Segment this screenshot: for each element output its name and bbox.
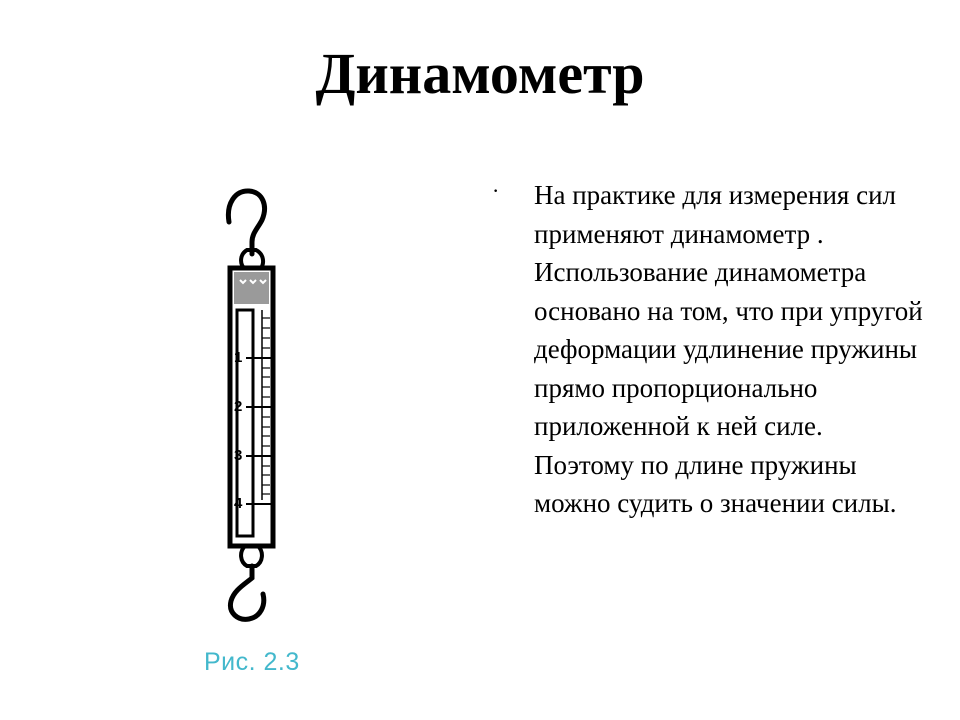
dynamometer-figure (150, 170, 390, 690)
bottom-ring-icon (241, 546, 262, 566)
dynamometer-icon (150, 170, 390, 640)
bullet-marker: · (492, 178, 500, 203)
bottom-hook-icon (230, 566, 263, 619)
dynamometer-cap (234, 272, 269, 304)
body-paragraph: На практике для измерения сил применяют динамометр . Использование динамометра основано на том, что при упругой деформации удлинение пружины прямо пропорционально приложенной к ней силе. Поэтому по длине пружины можно судить о значении силы. (534, 180, 923, 518)
slide-title: Динамометр (315, 41, 645, 106)
top-hook-icon (228, 191, 264, 254)
scale-label-4: 4 (234, 495, 243, 512)
scale-label-1: 1 (234, 349, 243, 366)
scale-label-2: 2 (234, 398, 243, 415)
figure-caption: Рис. 2.3 (204, 648, 300, 676)
scale-label-3: 3 (234, 447, 243, 464)
